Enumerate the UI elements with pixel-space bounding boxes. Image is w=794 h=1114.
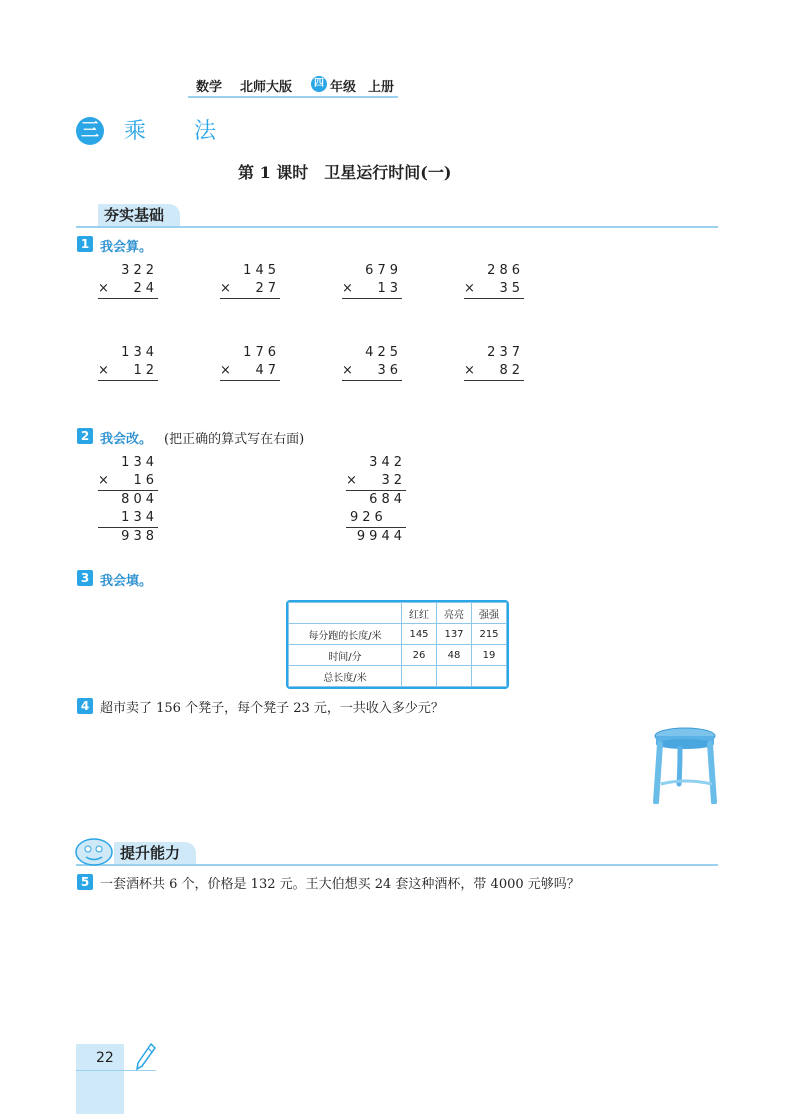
multiplication-problem	[98, 344, 158, 381]
multiply-sign: ×	[220, 363, 231, 378]
page-header	[188, 76, 398, 98]
table-row	[289, 645, 507, 666]
table-row	[289, 666, 507, 687]
table-header-cell: 强强	[472, 603, 507, 624]
multiply-sign: ×	[342, 281, 353, 296]
question-note: (把正确的算式写在右面)	[164, 432, 305, 447]
multiplicand: 134	[121, 455, 158, 470]
multiplier-row	[464, 280, 524, 299]
page-number: 22	[96, 1050, 114, 1066]
partial-product-2: 134	[98, 509, 158, 528]
table-cell: 48	[437, 645, 472, 666]
mascot-icon	[74, 836, 114, 868]
table-cell: 总长度/米	[289, 666, 402, 687]
multiplier-row	[98, 362, 158, 381]
multiplier-row	[98, 472, 158, 491]
section-advanced	[76, 842, 718, 868]
section-basic-label: 夯实基础	[98, 204, 180, 226]
table-header-cell	[289, 603, 402, 624]
table-cell: 时间/分	[289, 645, 402, 666]
table-cell: 每分跑的长度/米	[289, 624, 402, 645]
multiplicand: 176	[243, 345, 280, 360]
question-text: 超市卖了 156 个凳子，每个凳子 23 元，一共收入多少元？	[100, 701, 444, 716]
multiplier-row	[220, 362, 280, 381]
multiply-sign: ×	[342, 363, 353, 378]
multiply-sign: ×	[464, 281, 475, 296]
table-header-cell: 红红	[402, 603, 437, 624]
multiplier-row	[464, 362, 524, 381]
multiplication-problem	[342, 344, 402, 381]
multiplier-row	[346, 472, 406, 491]
chapter-title: 乘法	[124, 119, 265, 144]
question-title: 我会算。	[100, 240, 153, 255]
pencil-icon	[134, 1042, 156, 1072]
multiplier: 24	[133, 281, 158, 296]
multiplier-row	[220, 280, 280, 299]
question-number: 2	[77, 428, 93, 444]
section-advanced-label: 提升能力	[114, 842, 196, 864]
table-header-row	[289, 603, 507, 624]
multiplicand: 679	[365, 263, 402, 278]
multiplicand: 322	[121, 263, 158, 278]
multiplier-row	[342, 362, 402, 381]
multiplier: 82	[499, 363, 524, 378]
multiplication-problem	[98, 262, 158, 299]
grade-suffix: 年级	[330, 80, 357, 95]
answer-cell[interactable]	[402, 666, 437, 687]
volume: 上册	[368, 80, 395, 95]
multiplier: 32	[381, 473, 406, 488]
table-cell: 145	[402, 624, 437, 645]
multiplication-problem	[464, 344, 524, 381]
header-rule	[188, 96, 398, 98]
question-title: 我会改。	[100, 432, 153, 447]
question-title: 我会填。	[100, 574, 153, 589]
partial-product-2: 926	[346, 509, 406, 528]
stool-illustration	[652, 726, 718, 804]
multiply-sign: ×	[464, 363, 475, 378]
multiplier: 13	[377, 281, 402, 296]
grade-badge: 四	[311, 76, 327, 92]
multiply-sign: ×	[98, 281, 109, 296]
section-rule	[76, 864, 718, 866]
table-cell: 215	[472, 624, 507, 645]
question-number: 1	[77, 236, 93, 252]
fill-table	[286, 600, 509, 689]
section-rule	[76, 226, 718, 228]
multiplicand: 342	[369, 455, 406, 470]
partial-product-1: 804	[121, 492, 158, 507]
table-cell: 19	[472, 645, 507, 666]
edition: 北师大版	[240, 80, 293, 95]
multiplicand: 145	[243, 263, 280, 278]
table-cell: 137	[437, 624, 472, 645]
product: 938	[121, 529, 158, 544]
multiplication-problem	[464, 262, 524, 299]
wrong-calculation	[346, 454, 406, 546]
multiplication-problem	[342, 262, 402, 299]
multiplier: 27	[255, 281, 280, 296]
question-number: 3	[77, 570, 93, 586]
multiplication-problem	[220, 262, 280, 299]
multiplier: 16	[133, 473, 158, 488]
wrong-calculation	[98, 454, 158, 546]
table-cell: 26	[402, 645, 437, 666]
chapter-number: 三	[76, 117, 104, 145]
multiply-sign: ×	[98, 473, 109, 488]
multiply-sign: ×	[346, 473, 357, 488]
multiplier: 35	[499, 281, 524, 296]
table-row	[289, 624, 507, 645]
multiplier-row	[342, 280, 402, 299]
multiplier-row	[98, 280, 158, 299]
multiplication-problem	[220, 344, 280, 381]
answer-cell[interactable]	[437, 666, 472, 687]
section-basic	[76, 204, 718, 230]
multiply-sign: ×	[220, 281, 231, 296]
partial-product-1: 684	[369, 492, 406, 507]
answer-cell[interactable]	[472, 666, 507, 687]
subject: 数学	[196, 80, 223, 95]
multiplier: 47	[255, 363, 280, 378]
multiplicand: 237	[487, 345, 524, 360]
question-text: 一套酒杯共 6 个，价格是 132 元。王大伯想买 24 套这种酒杯，带 4000 元够吗？	[100, 877, 580, 892]
multiplier: 36	[377, 363, 402, 378]
question-number: 4	[77, 698, 93, 714]
multiplier: 12	[133, 363, 158, 378]
product: 9944	[356, 529, 406, 544]
multiplicand: 286	[487, 263, 524, 278]
table-header-cell: 亮亮	[437, 603, 472, 624]
multiplicand: 134	[121, 345, 158, 360]
lesson-title: 第 1 课时 卫星运行时间(一)	[238, 163, 452, 182]
multiply-sign: ×	[98, 363, 109, 378]
multiplicand: 425	[365, 345, 402, 360]
question-number: 5	[77, 874, 93, 890]
